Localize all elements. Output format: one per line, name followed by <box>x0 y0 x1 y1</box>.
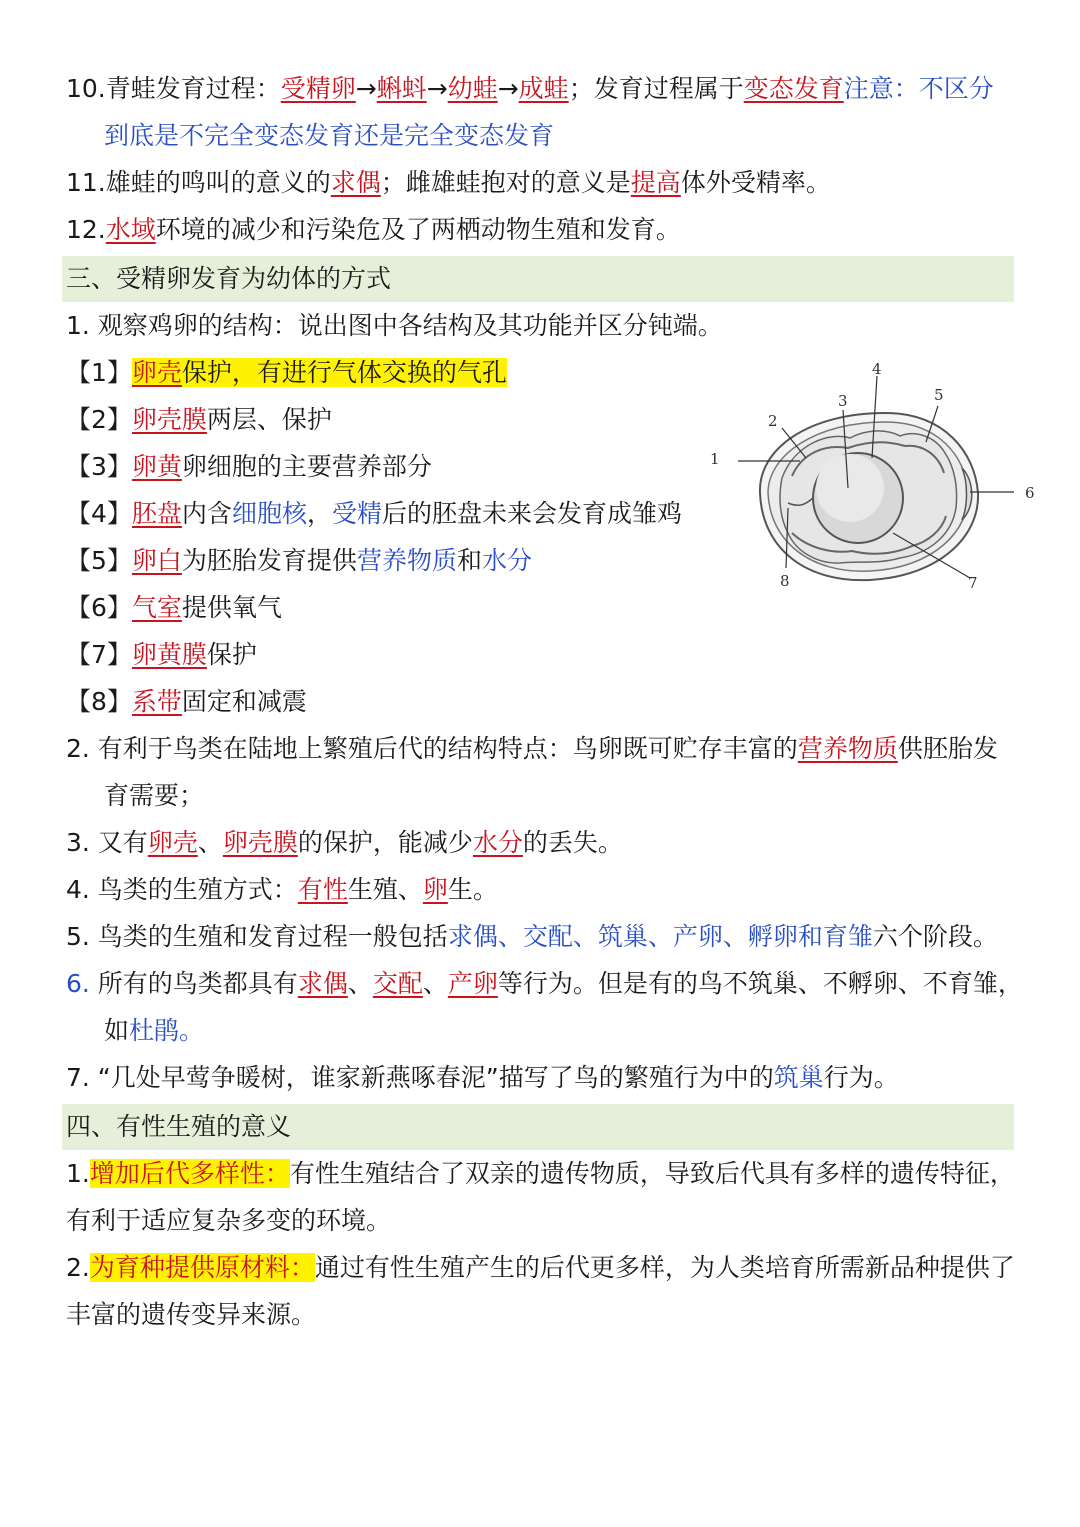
keyword: 卵壳膜 <box>222 828 298 857</box>
blue-term: 营养物质 <box>356 546 457 575</box>
item-desc: 保护，有进行气体交换的气孔 <box>181 358 507 387</box>
item-number: 1. <box>66 1159 90 1188</box>
item-desc: 两层、保护 <box>206 405 332 434</box>
text: 、 <box>197 828 223 857</box>
text: 10.青蛙发育过程： <box>66 74 281 103</box>
text: 12. <box>66 215 106 244</box>
question-1: 1. 观察鸡卵的结构：说出图中各结构及其功能并区分钝端。 <box>66 311 723 340</box>
keyword: 卵黄 <box>131 452 182 481</box>
significance-1-cont: 有利于适应复杂多变的环境。 <box>66 1206 392 1235</box>
keyword: 胚盘 <box>131 499 182 528</box>
egg-item-1 <box>66 356 507 390</box>
section-heading-4: 四、有性生殖的意义 <box>62 1104 1014 1150</box>
keyword: 卵黄膜 <box>131 640 207 669</box>
item-desc: 卵细胞的主要营养部分 <box>181 452 432 481</box>
keyword: 有性 <box>297 875 348 904</box>
keyword: 系带 <box>131 687 182 716</box>
point-2-cont: 育需要； <box>104 781 205 810</box>
keyword: 气室 <box>131 593 182 622</box>
significance-2-cont: 丰富的遗传变异来源。 <box>66 1300 317 1329</box>
diagram-label-4: 4 <box>872 360 882 378</box>
item-number: 【8】 <box>66 687 132 716</box>
point-5 <box>66 920 998 954</box>
item-desc: 固定和减震 <box>181 687 307 716</box>
item-number: 6. <box>66 969 90 998</box>
egg-item-8 <box>66 685 307 719</box>
text: 4. 鸟类的生殖方式： <box>66 875 298 904</box>
note: 注意：不区分 <box>843 74 994 103</box>
line-11 <box>66 166 831 200</box>
text: 和 <box>456 546 482 575</box>
item-number: 【4】 <box>66 499 132 528</box>
keyword: 提高 <box>630 168 681 197</box>
keyword: 卵壳膜 <box>131 405 207 434</box>
blue-term: 杜鹃 <box>129 1016 180 1045</box>
diagram-label-5: 5 <box>934 386 944 404</box>
keyword: 卵 <box>422 875 448 904</box>
point-4 <box>66 873 498 907</box>
highlight-term: 为育种提供原材料： <box>89 1253 315 1282</box>
section-heading-3: 三、受精卵发育为幼体的方式 <box>62 256 1014 302</box>
yolk-highlight <box>816 454 884 522</box>
text: 。 <box>179 1016 205 1045</box>
text: 行为。 <box>823 1063 899 1092</box>
text: 7. “几处早莺争暖树，谁家新燕啄春泥”描写了鸟的繁殖行为中的 <box>66 1063 774 1092</box>
keyword: 变态发育 <box>743 74 844 103</box>
diagram-label-3: 3 <box>838 392 848 410</box>
significance-1 <box>66 1157 1015 1191</box>
highlight-term: 增加后代多样性： <box>89 1159 290 1188</box>
point-7 <box>66 1061 899 1095</box>
text: 、 <box>347 969 373 998</box>
keyword: 成蛙 <box>518 74 569 103</box>
point-3 <box>66 826 623 860</box>
item-number: 【5】 <box>66 546 132 575</box>
arrow: → <box>426 74 448 103</box>
text: 2. 有利于鸟类在陆地上繁殖后代的结构特点：鸟卵既可贮存丰富的 <box>66 734 798 763</box>
text: 内含 <box>181 499 232 528</box>
arrow: → <box>355 74 377 103</box>
line-10-cont: 到底是不完全变态发育还是完全变态发育 <box>104 121 555 150</box>
line-10 <box>66 72 994 106</box>
item-number: 【3】 <box>66 452 132 481</box>
blue-term: 求偶、交配、筑巢、产卵、孵卵和育雏 <box>447 922 873 951</box>
point-6 <box>66 967 1023 1001</box>
text: 生。 <box>447 875 498 904</box>
item-desc: 保护 <box>206 640 257 669</box>
text: 、 <box>422 969 448 998</box>
item-number: 2. <box>66 1253 90 1282</box>
text: 通过有性生殖产生的后代更多样，为人类培育所需新品种提供了 <box>314 1253 1015 1282</box>
text: 后的胚盘未来会发育成雏鸡 <box>381 499 682 528</box>
keyword: 卵壳 <box>147 828 198 857</box>
text: 的保护，能减少 <box>297 828 473 857</box>
text: 为胚胎发育提供 <box>181 546 357 575</box>
text: ， <box>306 499 332 528</box>
keyword: 水分 <box>472 828 523 857</box>
diagram-label-7: 7 <box>968 574 978 592</box>
blue-term: 细胞核 <box>231 499 307 528</box>
text: 体外受精率。 <box>680 168 831 197</box>
egg-item-3 <box>66 450 432 484</box>
diagram-label-6: 6 <box>1025 484 1035 502</box>
text: 11.雄蛙的鸣叫的意义的 <box>66 168 331 197</box>
text: 等行为。但是有的鸟不筑巢、不孵卵、不育雏， <box>497 969 1023 998</box>
item-number: 【6】 <box>66 593 132 622</box>
text: 有性生殖结合了双亲的遗传物质，导致后代具有多样的遗传特征， <box>289 1159 1015 1188</box>
point-2 <box>66 732 998 766</box>
keyword: 产卵 <box>447 969 498 998</box>
diagram-label-1: 1 <box>710 450 720 468</box>
text: ；雌雄蛙抱对的意义是 <box>380 168 631 197</box>
egg-item-6 <box>66 591 282 625</box>
text: 3. 又有 <box>66 828 148 857</box>
text: 供胚胎发 <box>897 734 998 763</box>
egg-structure-diagram <box>700 358 1045 598</box>
keyword: 卵白 <box>131 546 182 575</box>
blue-term: 受精 <box>331 499 382 528</box>
egg-item-5 <box>66 544 532 578</box>
blue-term: 筑巢 <box>773 1063 824 1092</box>
egg-item-4 <box>66 497 682 531</box>
keyword: 交配 <box>372 969 423 998</box>
item-number: 【7】 <box>66 640 132 669</box>
diagram-label-8: 8 <box>780 572 790 590</box>
text: 5. 鸟类的生殖和发育过程一般包括 <box>66 922 448 951</box>
text: 的丢失。 <box>522 828 623 857</box>
text: 环境的减少和污染危及了两栖动物生殖和发育。 <box>155 215 681 244</box>
text: 如 <box>104 1016 130 1045</box>
egg-item-7 <box>66 638 257 672</box>
text: ；发育过程属于 <box>568 74 744 103</box>
point-6-cont <box>104 1014 204 1048</box>
item-number: 【1】 <box>66 358 132 387</box>
keyword: 求偶 <box>297 969 348 998</box>
keyword: 卵壳 <box>131 358 182 387</box>
item-desc: 提供氧气 <box>181 593 282 622</box>
item-number: 【2】 <box>66 405 132 434</box>
egg-item-2 <box>66 403 332 437</box>
text: 生殖、 <box>347 875 423 904</box>
keyword: 水域 <box>105 215 156 244</box>
significance-2 <box>66 1251 1015 1285</box>
text: 所有的鸟类都具有 <box>89 969 298 998</box>
text: 六个阶段。 <box>872 922 998 951</box>
keyword: 营养物质 <box>797 734 898 763</box>
line-12 <box>66 213 681 247</box>
keyword: 蝌蚪 <box>376 74 427 103</box>
keyword: 受精卵 <box>280 74 356 103</box>
arrow: → <box>497 74 519 103</box>
blue-term: 水分 <box>481 546 532 575</box>
keyword: 求偶 <box>330 168 381 197</box>
keyword: 幼蛙 <box>447 74 498 103</box>
diagram-label-2: 2 <box>768 412 778 430</box>
